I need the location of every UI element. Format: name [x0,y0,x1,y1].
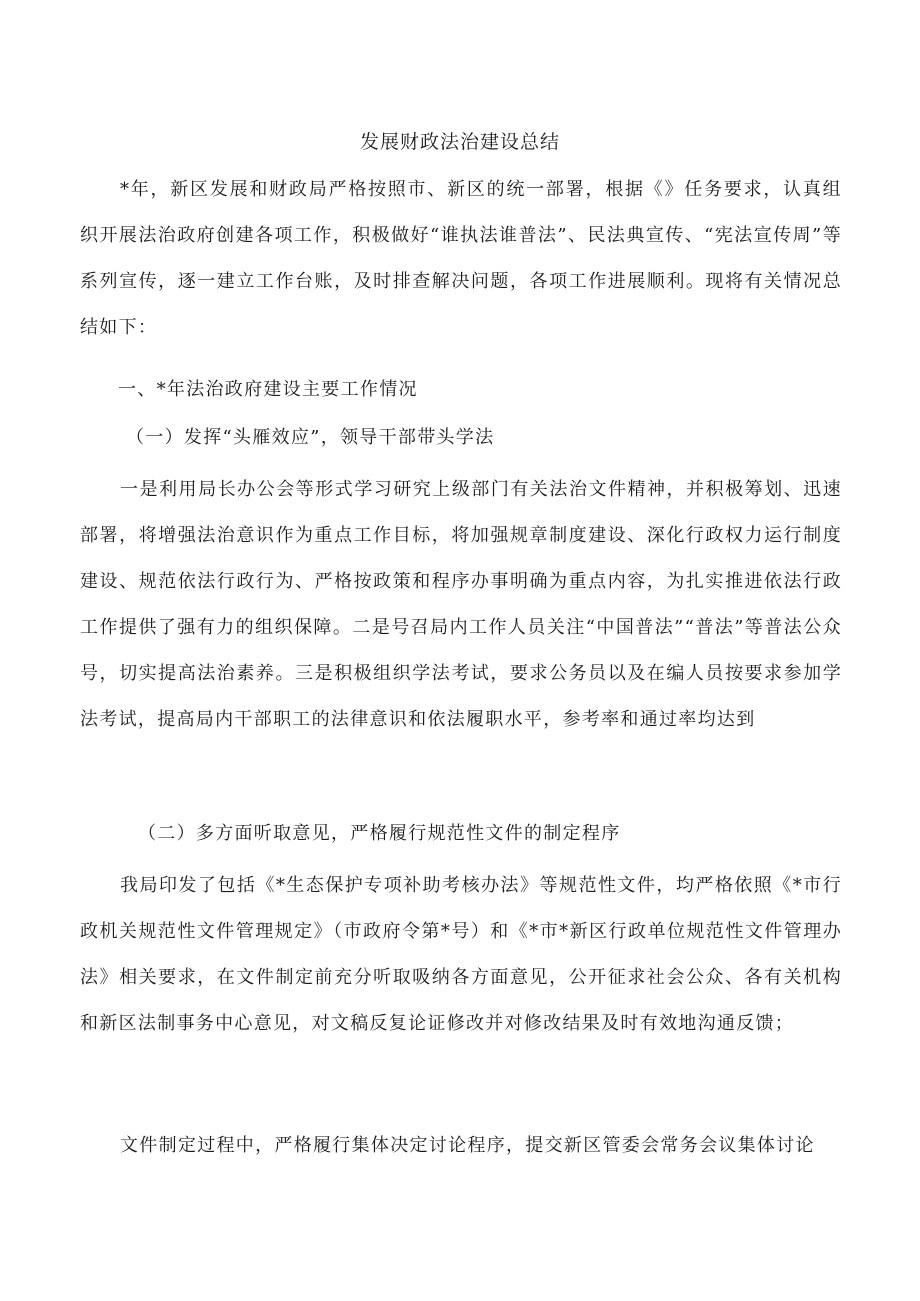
subsection-2-text-2: 文件制定过程中，严格履行集体决定讨论程序，提交新区管委会常务会议集体讨论 [120,1135,815,1156]
subsection-1-paragraph [80,467,842,743]
subsection-2-paragraph-2 [80,1123,842,1169]
subsection-heading-2: （二）多方面听取意见，严格履行规范性文件的制定程序 [138,823,621,844]
section-heading-1: 一、*年法治政府建设主要工作情况 [118,379,418,400]
subsection-heading-1: （一）发挥“头雁效应”，领导干部带头学法 [126,427,495,448]
subsection-1-text: 一是利用局长办公会等形式学习研究上级部门有关法治文件精神，并积极筹划、迅速部署，将增强法治意识作为重点工作目标，将加强规章制度建设、深化行政权力运行制度建设、规范依法行政行为、严格按政策和程序办事明确为重点内容，为扎实推进依法行政工作提供了强有力的组织保障。二是号召局内工作人员关注“中国普法”“普法”等普法公众号，切实提高法治素养。三是积极组织学法考试，要求公务员以及在编人员按要求参加学法考试，提高局内干部职工的法律意识和依法履职水平，参考率和通过率均达到 [80,479,842,730]
subsection-2-text-1: 我局印发了包括《*生态保护专项补助考核办法》等规范性文件，均严格依照《*市行政机关规范性文件管理规定》（市政府令第*号）和《*市*新区行政单位规范性文件管理办法》相关要求，在文件制定前充分听取吸纳各方面意见，公开征求社会公众、各有关机构和新区法制事务中心意见，对文稿反复论证修改并对修改结果及时有效地沟通反馈； [80,875,842,1034]
subsection-2-paragraph-1 [80,863,842,1047]
intro-text: *年，新区发展和财政局严格按照市、新区的统一部署，根据《》任务要求，认真组织开展法治政府创建各项工作，积极做好“谁执法谁普法”、民法典宣传、“宪法宣传周”等系列宣传，逐一建立工作台账，及时排查解决问题，各项工作进展顺利。现将有关情况总结如下： [80,179,842,338]
document-title: 发展财政法治建设总结 [359,131,560,153]
intro-paragraph [80,167,842,351]
